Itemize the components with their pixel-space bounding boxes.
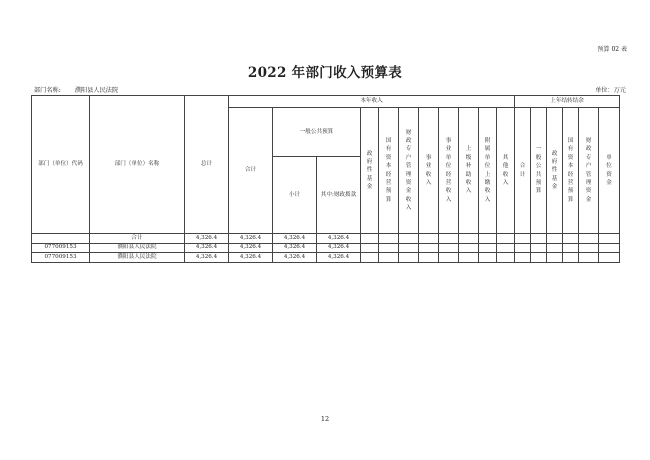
table-row (32, 234, 620, 244)
header-state-capital: 国有资本经营预算 (385, 137, 392, 203)
row-name: 濮阳县人民法院 (90, 253, 185, 263)
department-line (34, 85, 118, 94)
header-code: 部门（单位）代码 (32, 96, 90, 234)
header-superior-subsidy: 上级补助收入 (465, 146, 472, 195)
row-code (32, 234, 90, 244)
row-total: 4,326.4 (185, 234, 229, 244)
row-gb-subtotal: 4,326.4 (273, 253, 317, 263)
row-subtotal: 4,326.4 (229, 234, 273, 244)
row-gb-fiscal: 4,326.4 (317, 234, 361, 244)
income-budget-table (31, 95, 620, 263)
header-prior-gov-fund: 政府性基金 (551, 150, 558, 191)
header-prior-balance: 上年结转结余 (515, 96, 620, 108)
header-business-unit-income: 事业单位经营收入 (445, 137, 452, 203)
row-code: 077009153 (32, 243, 90, 253)
row-gb-subtotal: 4,326.4 (273, 234, 317, 244)
header-other-income: 其他收入 (502, 154, 509, 186)
header-gb-subtotal: 小计 (273, 157, 317, 234)
row-gb-subtotal: 4,326.4 (273, 243, 317, 253)
header-income-total: 合计 (229, 108, 273, 234)
header-total: 总计 (185, 96, 229, 234)
unit-label: 单位：万元 (595, 87, 626, 94)
header-gov-fund: 政府性基金 (366, 150, 373, 191)
row-subtotal: 4,326.4 (229, 243, 273, 253)
page-title: 2022 年部门收入预算表 (247, 65, 403, 81)
header-subordinate-turnover: 附属单位上缴收入 (484, 137, 491, 203)
header-prior-fiscal-special: 财政专户管理资金 (585, 137, 592, 203)
row-total: 4,326.4 (185, 253, 229, 263)
table-row (32, 253, 620, 263)
header-prior-total: 合计 (519, 163, 526, 178)
row-gb-fiscal: 4,326.4 (317, 253, 361, 263)
form-number: 预算 02 表 (597, 46, 627, 53)
row-name: 濮阳县人民法院 (90, 243, 185, 253)
row-total: 4,326.4 (185, 243, 229, 253)
header-prior-state-capital: 国有资本经营预算 (567, 137, 574, 203)
header-fiscal-special: 财政专户管理资金收入 (405, 129, 412, 212)
header-prior-general: 一般公共预算 (535, 146, 542, 195)
header-current-income: 本年收入 (229, 96, 515, 108)
header-prior-unit: 单位资金 (606, 154, 612, 186)
department-label: 部门名称: (34, 87, 61, 94)
department-value: 濮阳县人民法院 (74, 87, 119, 94)
row-gb-fiscal: 4,326.4 (317, 243, 361, 253)
page-number: 12 (320, 415, 330, 423)
row-subtotal: 4,326.4 (229, 253, 273, 263)
row-name: 合计 (90, 234, 185, 244)
header-general-budget: 一般公共预算 (273, 108, 361, 157)
header-gb-fiscal: 其中:财政拨款 (317, 157, 361, 234)
table-row (32, 243, 620, 253)
header-name: 部门（单位）名称 (90, 96, 185, 234)
header-business-income: 事业收入 (425, 154, 432, 186)
row-code: 077009153 (32, 253, 90, 263)
